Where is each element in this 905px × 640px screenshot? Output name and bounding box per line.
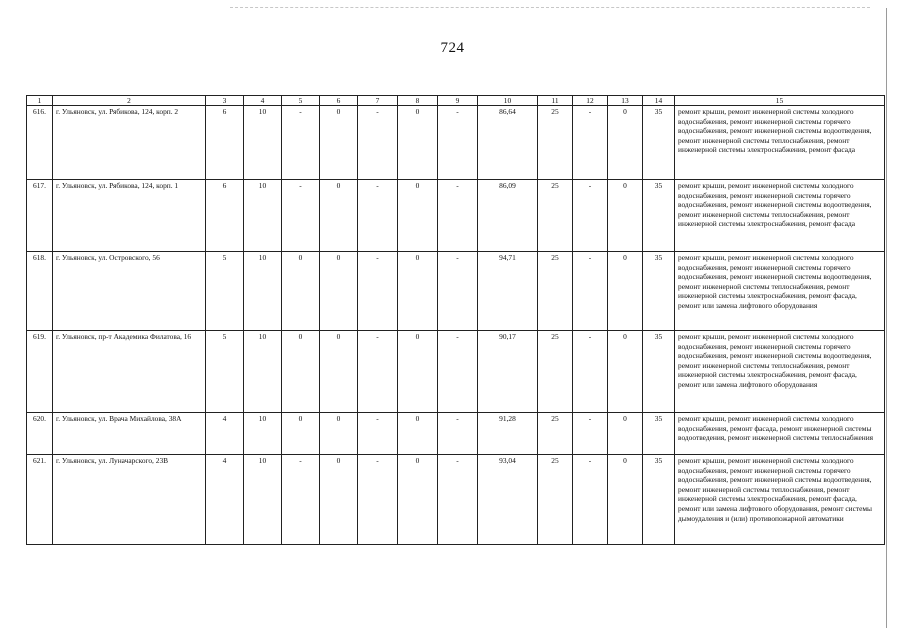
table-row [27,413,885,455]
table-row [27,180,885,252]
table-cell: 4 [206,413,244,455]
address-cell: г. Ульяновск, пр-т Академика Филатова, 16 [53,331,206,413]
table-cell: 0 [282,252,320,331]
table-cell: 0 [608,413,643,455]
column-header: 3 [206,96,244,106]
table-cell: 0 [608,455,643,545]
table-cell: 25 [538,252,573,331]
repair-works-cell: ремонт крыши, ремонт инженерной системы холодного водоснабжения, ремонт фасада, ремонт инженерной системы водоотведения, ремонт инженерной системы теплоснабжения [675,413,885,455]
table-cell: 35 [643,413,675,455]
column-header: 1 [27,96,53,106]
table-cell: - [573,180,608,252]
table-cell: - [438,106,478,180]
table-cell: 6 [206,106,244,180]
table-cell: - [573,413,608,455]
table-cell: 10 [244,455,282,545]
table-cell: - [358,180,398,252]
row-number: 619. [27,331,53,413]
table-cell: - [282,180,320,252]
table-cell: 6 [206,180,244,252]
address-cell: г. Ульяновск, ул. Луначарского, 23В [53,455,206,545]
table-cell: - [438,455,478,545]
column-header: 11 [538,96,573,106]
table-cell: - [358,413,398,455]
table-cell: 0 [320,252,358,331]
table-cell: 5 [206,252,244,331]
address-cell: г. Ульяновск, ул. Врача Михайлова, 38А [53,413,206,455]
table-cell: - [573,106,608,180]
column-header: 10 [478,96,538,106]
row-number: 621. [27,455,53,545]
housing-repair-table [26,95,885,545]
table-cell: 0 [608,331,643,413]
repair-works-cell: ремонт крыши, ремонт инженерной системы холодного водоснабжения, ремонт инженерной системы горячего водоснабжения, ремонт инженерной системы водоотведения, ремонт инженерной системы теплоснабжения, ремонт инженерной системы электроснабжения, ремонт фасада, ремонт или замена лифтового оборудования, ремонт системы дымоудаления и (или) противопожарной автоматики [675,455,885,545]
table-cell: 5 [206,331,244,413]
table-cell: 0 [320,106,358,180]
column-header: 14 [643,96,675,106]
table-cell: 25 [538,331,573,413]
table-cell: - [438,180,478,252]
column-header: 4 [244,96,282,106]
table-cell: 35 [643,455,675,545]
row-number: 616. [27,106,53,180]
table-cell: 0 [398,455,438,545]
table-cell: 35 [643,180,675,252]
column-header: 15 [675,96,885,106]
scan-right-edge [886,8,887,628]
column-header: 13 [608,96,643,106]
table-cell: 10 [244,413,282,455]
scan-top-edge [230,7,870,9]
repair-works-cell: ремонт крыши, ремонт инженерной системы холодного водоснабжения, ремонт инженерной системы горячего водоснабжения, ремонт инженерной системы водоотведения, ремонт инженерной системы теплоснабжения, ремонт инженерной системы электроснабжения, ремонт фасада, ремонт или замена лифтового оборудования [675,331,885,413]
table-cell: - [358,331,398,413]
row-number: 620. [27,413,53,455]
table-cell: 0 [320,331,358,413]
address-cell: г. Ульяновск, ул. Островского, 56 [53,252,206,331]
table-cell: 0 [398,413,438,455]
table-cell: 86,09 [478,180,538,252]
table-cell: 10 [244,252,282,331]
table-cell: 10 [244,180,282,252]
table-cell: 0 [320,413,358,455]
address-cell: г. Ульяновск, ул. Рябикова, 124, корп. 2 [53,106,206,180]
table-cell: - [282,106,320,180]
table-cell: - [573,331,608,413]
address-cell: г. Ульяновск, ул. Рябикова, 124, корп. 1 [53,180,206,252]
table-row [27,331,885,413]
table-cell: 25 [538,413,573,455]
table-cell: 0 [320,455,358,545]
repair-works-cell: ремонт крыши, ремонт инженерной системы холодного водоснабжения, ремонт инженерной системы горячего водоснабжения, ремонт инженерной системы водоотведения, ремонт инженерной системы теплоснабжения, ремонт инженерной системы электроснабжения, ремонт фасада [675,180,885,252]
table-cell: 4 [206,455,244,545]
column-header: 2 [53,96,206,106]
table-cell: 0 [282,413,320,455]
table-cell: 35 [643,331,675,413]
table-cell: 35 [643,106,675,180]
table-cell: 0 [608,180,643,252]
table-cell: 10 [244,331,282,413]
table-cell: - [358,106,398,180]
table-cell: - [282,455,320,545]
column-header: 8 [398,96,438,106]
table-cell: 25 [538,180,573,252]
table-cell: 10 [244,106,282,180]
table-cell: - [358,252,398,331]
column-header: 7 [358,96,398,106]
row-number: 617. [27,180,53,252]
table-row [27,106,885,180]
table-cell: 25 [538,106,573,180]
repair-works-cell: ремонт крыши, ремонт инженерной системы холодного водоснабжения, ремонт инженерной системы горячего водоснабжения, ремонт инженерной системы водоотведения, ремонт инженерной системы теплоснабжения, ремонт инженерной системы электроснабжения, ремонт фасада [675,106,885,180]
repair-works-cell: ремонт крыши, ремонт инженерной системы холодного водоснабжения, ремонт инженерной системы горячего водоснабжения, ремонт инженерной системы водоотведения, ремонт инженерной системы теплоснабжения, ремонт инженерной системы электроснабжения, ремонт фасада, ремонт или замена лифтового оборудования [675,252,885,331]
table-row [27,252,885,331]
table-cell: - [573,455,608,545]
table-row [27,455,885,545]
column-header: 12 [573,96,608,106]
table-cell: - [573,252,608,331]
table-cell: 35 [643,252,675,331]
column-header: 6 [320,96,358,106]
table-cell: 25 [538,455,573,545]
page-number: 724 [440,40,465,56]
column-header: 5 [282,96,320,106]
table-cell: 0 [282,331,320,413]
table-cell: 90,17 [478,331,538,413]
column-header: 9 [438,96,478,106]
table-cell: 0 [608,252,643,331]
table-cell: - [438,252,478,331]
table-cell: 0 [398,252,438,331]
table-cell: 0 [398,331,438,413]
table-cell: 0 [398,180,438,252]
table-cell: 91,28 [478,413,538,455]
table-cell: 0 [608,106,643,180]
table-cell: - [438,413,478,455]
table-cell: 0 [320,180,358,252]
table-cell: - [358,455,398,545]
table-cell: 93,04 [478,455,538,545]
table-cell: - [438,331,478,413]
table-cell: 86,64 [478,106,538,180]
row-number: 618. [27,252,53,331]
table-cell: 0 [398,106,438,180]
table-cell: 94,71 [478,252,538,331]
column-number-row [27,96,885,106]
